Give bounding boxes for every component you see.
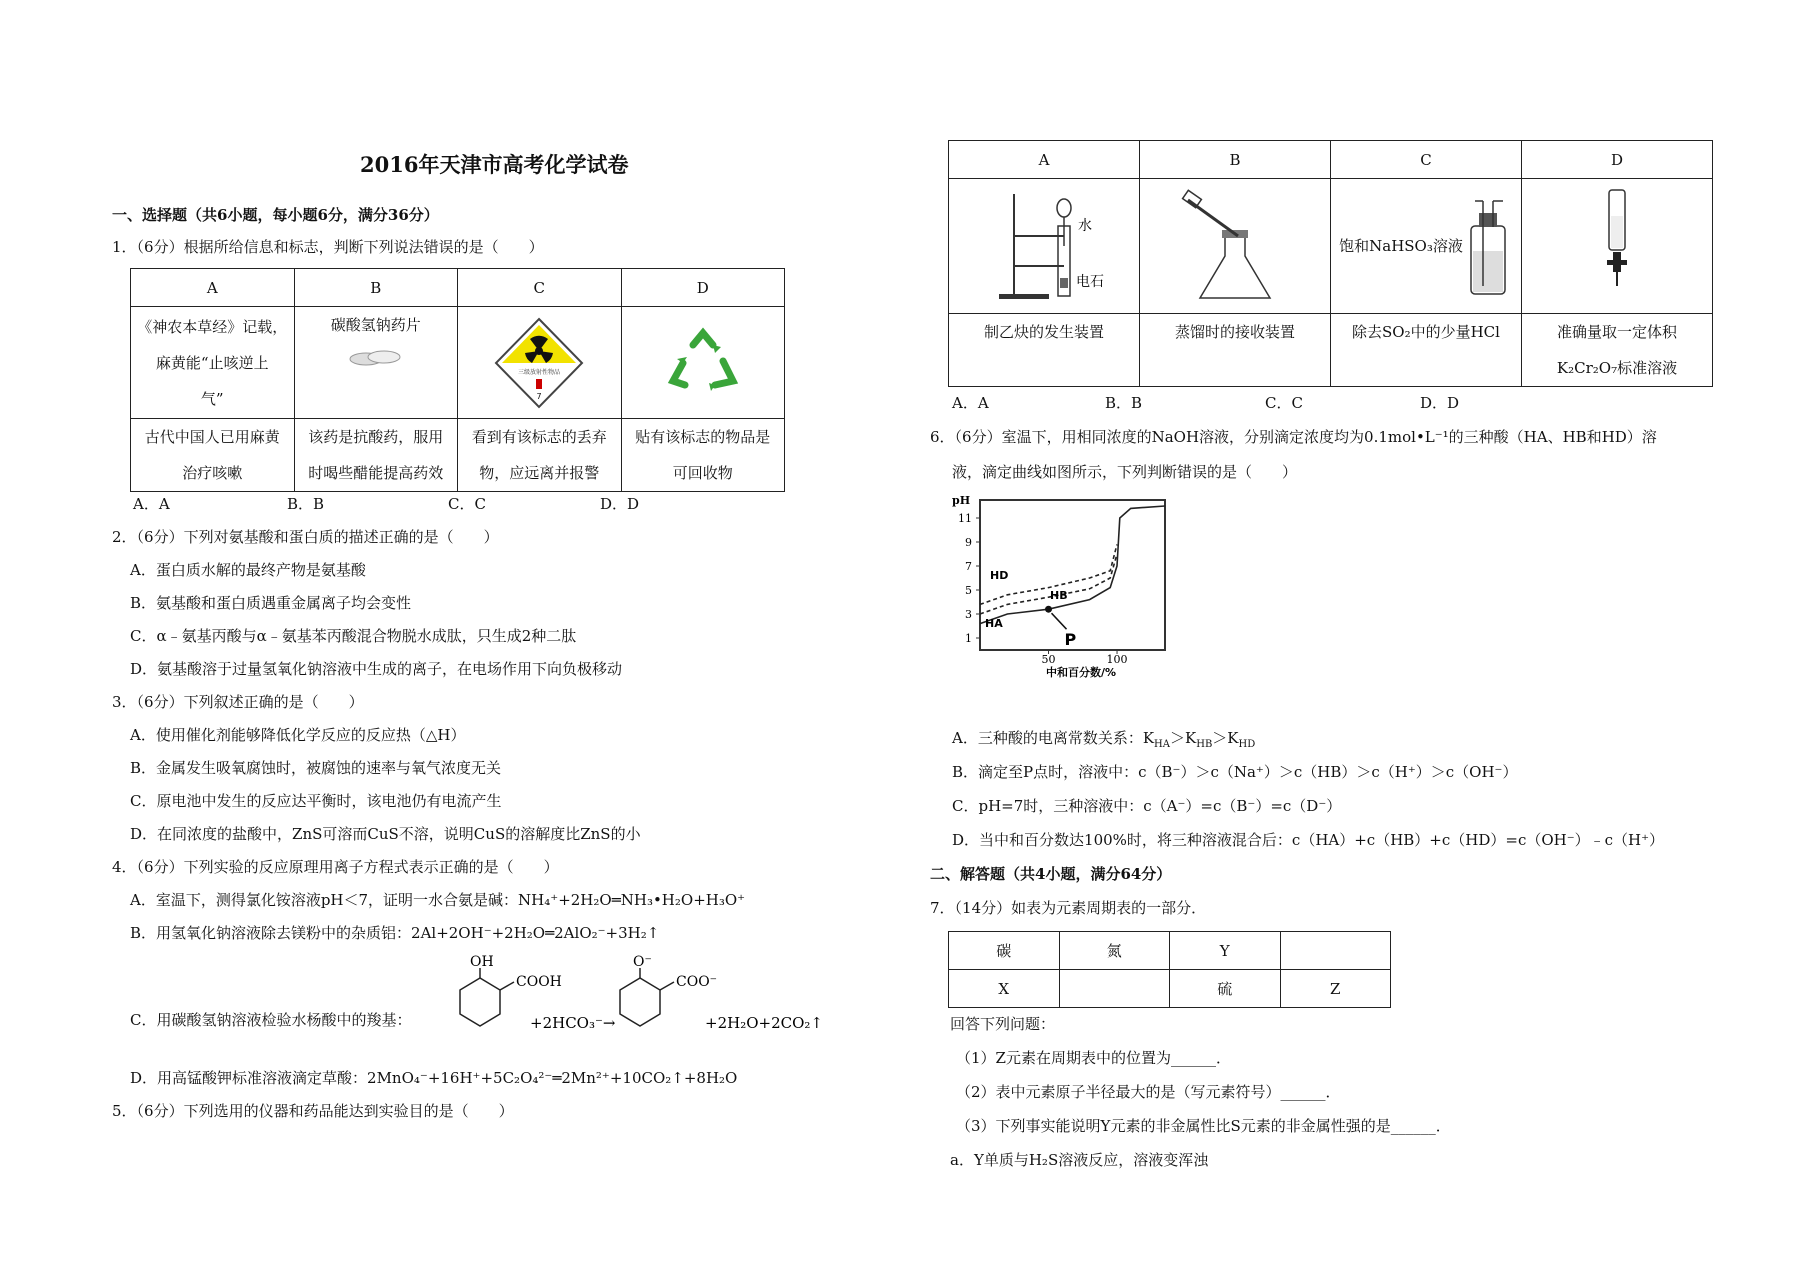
sub-question-3a: a．Y单质与H₂S溶液反应，溶液变浑浊 xyxy=(950,1151,1209,1169)
answer-prompt: 回答下列问题： xyxy=(950,1015,1056,1033)
option-d: D．当中和百分数达100%时，将三种溶液混合后：c（HA）+c（HB）+c（HD）=c（OH⁻）﹣c（H⁺） xyxy=(952,831,1665,849)
table-cell xyxy=(1280,932,1391,970)
table-cell xyxy=(621,419,785,492)
table-cell xyxy=(949,314,1140,387)
table-header: A xyxy=(949,141,1140,179)
question-7-stem: 7．（14分）如表为元素周期表的一部分． xyxy=(930,899,1207,917)
option-text: A．三种酸的电离常数关系：K xyxy=(952,729,1155,747)
table-cell xyxy=(1140,314,1331,387)
table-cell xyxy=(294,307,458,419)
cell-text: 时喝些醋能提高药效 xyxy=(308,464,444,482)
cell-text: 气” xyxy=(200,389,224,408)
series-label-hd: HD xyxy=(990,569,1009,582)
option-b: B．B xyxy=(287,495,325,513)
question-6-stem-cont: 液，滴定曲线如图所示，下列判断错误的是（ ） xyxy=(952,463,1298,481)
page-title: 2016年天津市高考化学试卷 xyxy=(360,152,629,177)
series-label-hb: HB xyxy=(1050,589,1068,602)
table-cell: Y xyxy=(1170,932,1281,970)
table-cell xyxy=(949,179,1140,314)
sub-question-2: （2）表中元素原子半径最大的是（写元素符号）______． xyxy=(956,1083,1341,1101)
x-axis-label: 中和百分数/% xyxy=(1046,666,1117,679)
option-a: A．使用催化剂能够降低化学反应的反应热（△H） xyxy=(130,726,466,744)
point-p-marker xyxy=(1045,606,1052,613)
table-header: D xyxy=(1522,141,1713,179)
question-2-stem: 2．（6分）下列对氨基酸和蛋白质的描述正确的是（ ） xyxy=(112,528,499,546)
question-1-table xyxy=(130,268,785,492)
y-tick-label: 3 xyxy=(965,608,972,621)
table-cell xyxy=(1522,314,1713,387)
gas-wash-bottle-icon xyxy=(1463,191,1513,301)
table-header: D xyxy=(621,269,785,307)
x-tick-label: 100 xyxy=(1106,653,1128,666)
table-cell xyxy=(131,419,295,492)
water-label: 水 xyxy=(1078,218,1092,234)
table-cell xyxy=(1331,314,1522,387)
distillation-receiver-icon xyxy=(1180,186,1290,306)
table-cell xyxy=(1331,179,1522,314)
carbide-label: 电石 xyxy=(1076,274,1104,290)
cell-text: 碳酸氢钠药片 xyxy=(330,316,421,334)
table-cell: 碳 xyxy=(949,932,1060,970)
carboxylate-label: COO⁻ xyxy=(676,974,718,990)
cell-text: 贴有该标志的物品是 xyxy=(635,428,771,446)
table-cell xyxy=(458,419,622,492)
table-cell: 氮 xyxy=(1059,932,1170,970)
table-cell xyxy=(458,307,622,419)
series-label-ha: HA xyxy=(985,617,1003,630)
option-b: B．滴定至P点时，溶液中：c（B⁻）＞c（Na⁺）＞c（HB）＞c（H⁺）＞c（OH⁻） xyxy=(952,763,1518,781)
table-cell xyxy=(294,419,458,492)
series-line-ha xyxy=(980,506,1165,624)
salicylic-reaction-diagram xyxy=(430,950,823,1040)
cell-text: 看到有该标志的丢弃 xyxy=(471,428,607,446)
option-b: B．氨基酸和蛋白质遇重金属离子均会变性 xyxy=(130,594,412,612)
section-title-answer: 二、解答题（共4小题，满分64分） xyxy=(930,865,1172,883)
option-c: C．α﹣氨基丙酸与α﹣氨基苯丙酸混合物脱水成肽，只生成2种二肽 xyxy=(130,627,577,645)
option-text: ＞K xyxy=(1170,729,1197,747)
table-cell xyxy=(1059,970,1170,1008)
cell-text: 《神农本草经》记载， xyxy=(137,317,288,336)
products-term: +2H₂O+2CO₂↑ xyxy=(705,1014,823,1032)
option-d: D．氨基酸溶于过量氢氧化钠溶液中生成的离子，在电场作用下向负极移动 xyxy=(130,660,623,678)
table-header: B xyxy=(1140,141,1331,179)
radioactive-icon xyxy=(494,317,584,409)
cell-text: 该药是抗酸药，服用 xyxy=(308,428,444,446)
cell-text: K₂Cr₂O₇标准溶液 xyxy=(1556,359,1678,377)
question-4-stem: 4．（6分）下列实验的反应原理用离子方程式表示正确的是（ ） xyxy=(112,858,559,876)
gas-wash-cell xyxy=(1337,191,1515,301)
sub-question-1: （1）Z元素在周期表中的位置为______． xyxy=(956,1049,1231,1067)
table-header: A xyxy=(131,269,295,307)
option-c: C．原电池中发生的反应达平衡时，该电池仍有电流产生 xyxy=(130,792,502,810)
svg-text:7: 7 xyxy=(536,391,542,401)
option-b: B．B xyxy=(1105,394,1143,412)
option-a xyxy=(952,728,1255,748)
table-cell xyxy=(621,307,785,419)
option-a: A．室温下，测得氯化铵溶液pH＜7，证明一水合氨是碱：NH₄⁺+2H₂O═NH₃•H₂O+H₃O⁺ xyxy=(130,891,746,909)
section-title-choice: 一、选择题（共6小题，每小题6分，满分36分） xyxy=(112,206,439,224)
y-tick-label: 5 xyxy=(965,584,972,597)
option-b: B．金属发生吸氧腐蚀时，被腐蚀的速率与氧气浓度无关 xyxy=(130,759,502,777)
point-p-label: P xyxy=(1064,630,1077,650)
subscript: HA xyxy=(1154,739,1170,750)
option-a: A．A xyxy=(133,495,170,513)
question-5-table xyxy=(948,140,1713,387)
cell-text: 古代中国人已用麻黄 xyxy=(144,428,280,446)
acetylene-apparatus-icon xyxy=(984,186,1104,306)
option-a: A．蛋白质水解的最终产物是氨基酸 xyxy=(130,561,366,579)
cell-text: 可回收物 xyxy=(672,464,733,482)
cell-text: 除去SO₂中的少量HCl xyxy=(1352,323,1500,341)
recycle-icon xyxy=(663,323,743,403)
phenoxide-label: O⁻ xyxy=(633,954,652,970)
option-d: D．D xyxy=(1420,394,1460,412)
y-tick-label: 11 xyxy=(958,512,972,525)
y-tick-label: 9 xyxy=(965,536,972,549)
table-cell: Z xyxy=(1280,970,1391,1008)
option-c: C．C xyxy=(448,495,486,513)
y-tick-label: 7 xyxy=(965,560,972,573)
question-6-stem: 6．（6分）室温下，用相同浓度的NaOH溶液，分别滴定浓度均为0.1mol•L⁻¹的三种酸（HA、HB和HD）溶 xyxy=(930,428,1657,446)
table-cell xyxy=(131,307,295,419)
question-5-stem: 5．（6分）下列选用的仪器和药品能达到实验目的是（ ） xyxy=(112,1102,514,1120)
option-c: C．用碳酸氢钠溶液检验水杨酸中的羧基： xyxy=(130,1011,412,1029)
option-a: A．A xyxy=(952,394,989,412)
cell-text: 物，应远离并报警 xyxy=(479,464,600,482)
table-cell: X xyxy=(949,970,1060,1008)
titration-chart xyxy=(950,492,1170,682)
cell-text: 治疗咳嗽 xyxy=(182,464,243,482)
option-c: C．pH=7时，三种溶液中：c（A⁻）=c（B⁻）=c（D⁻） xyxy=(952,797,1342,815)
table-cell xyxy=(1140,179,1331,314)
cell-text: 蒸馏时的接收装置 xyxy=(1174,323,1295,341)
carboxyl-label: COOH xyxy=(516,974,562,990)
table-header: C xyxy=(1331,141,1522,179)
bicarbonate-term: +2HCO₃⁻→ xyxy=(530,1014,616,1032)
cell-text: 麻黄能“止咳逆上 xyxy=(155,353,269,372)
sub-question-3: （3）下列事实能说明Y元素的非金属性比S元素的非金属性强的是______． xyxy=(956,1117,1451,1135)
question-1-stem: 1．（6分）根据所给信息和标志，判断下列说法错误的是（ ） xyxy=(112,238,544,256)
option-text: ＞K xyxy=(1212,729,1239,747)
option-d: D．在同浓度的盐酸中，ZnS可溶而CuS不溶，说明CuS的溶解度比ZnS的小 xyxy=(130,825,641,843)
table-header: B xyxy=(294,269,458,307)
hazard-label: 三级放射性物品 xyxy=(518,368,561,376)
burette-icon xyxy=(1587,186,1647,306)
table-cell: 硫 xyxy=(1170,970,1281,1008)
subscript: HB xyxy=(1196,739,1213,750)
option-b: B．用氢氧化钠溶液除去镁粉中的杂质铝：2Al+2OH⁻+2H₂O═2AlO₂⁻+3H₂↑ xyxy=(130,924,660,942)
periodic-table-fragment xyxy=(948,931,1391,1008)
y-tick-label: 1 xyxy=(965,632,972,645)
table-cell xyxy=(1522,179,1713,314)
cell-text: 准确量取一定体积 xyxy=(1556,323,1677,341)
question-3-stem: 3．（6分）下列叙述正确的是（ ） xyxy=(112,693,364,711)
cell-text: 制乙炔的发生装置 xyxy=(983,323,1104,341)
tablet-pills-icon xyxy=(346,347,406,369)
subscript: HD xyxy=(1238,739,1256,750)
option-c: C．C xyxy=(1265,394,1303,412)
y-axis-label: pH xyxy=(952,494,971,507)
hydroxyl-label: OH xyxy=(470,954,494,970)
point-p-arrow xyxy=(1052,613,1067,629)
sodium-bisulfite-label: 饱和NaHSO₃溶液 xyxy=(1339,237,1463,255)
option-d: D．D xyxy=(600,495,640,513)
table-header: C xyxy=(458,269,622,307)
series-line-hb xyxy=(980,554,1117,614)
x-tick-label: 50 xyxy=(1041,653,1056,666)
option-d: D．用高锰酸钾标准溶液滴定草酸：2MnO₄⁻+16H⁺+5C₂O₄²⁻═2Mn²⁺+10CO₂↑+8H₂O xyxy=(130,1069,738,1087)
